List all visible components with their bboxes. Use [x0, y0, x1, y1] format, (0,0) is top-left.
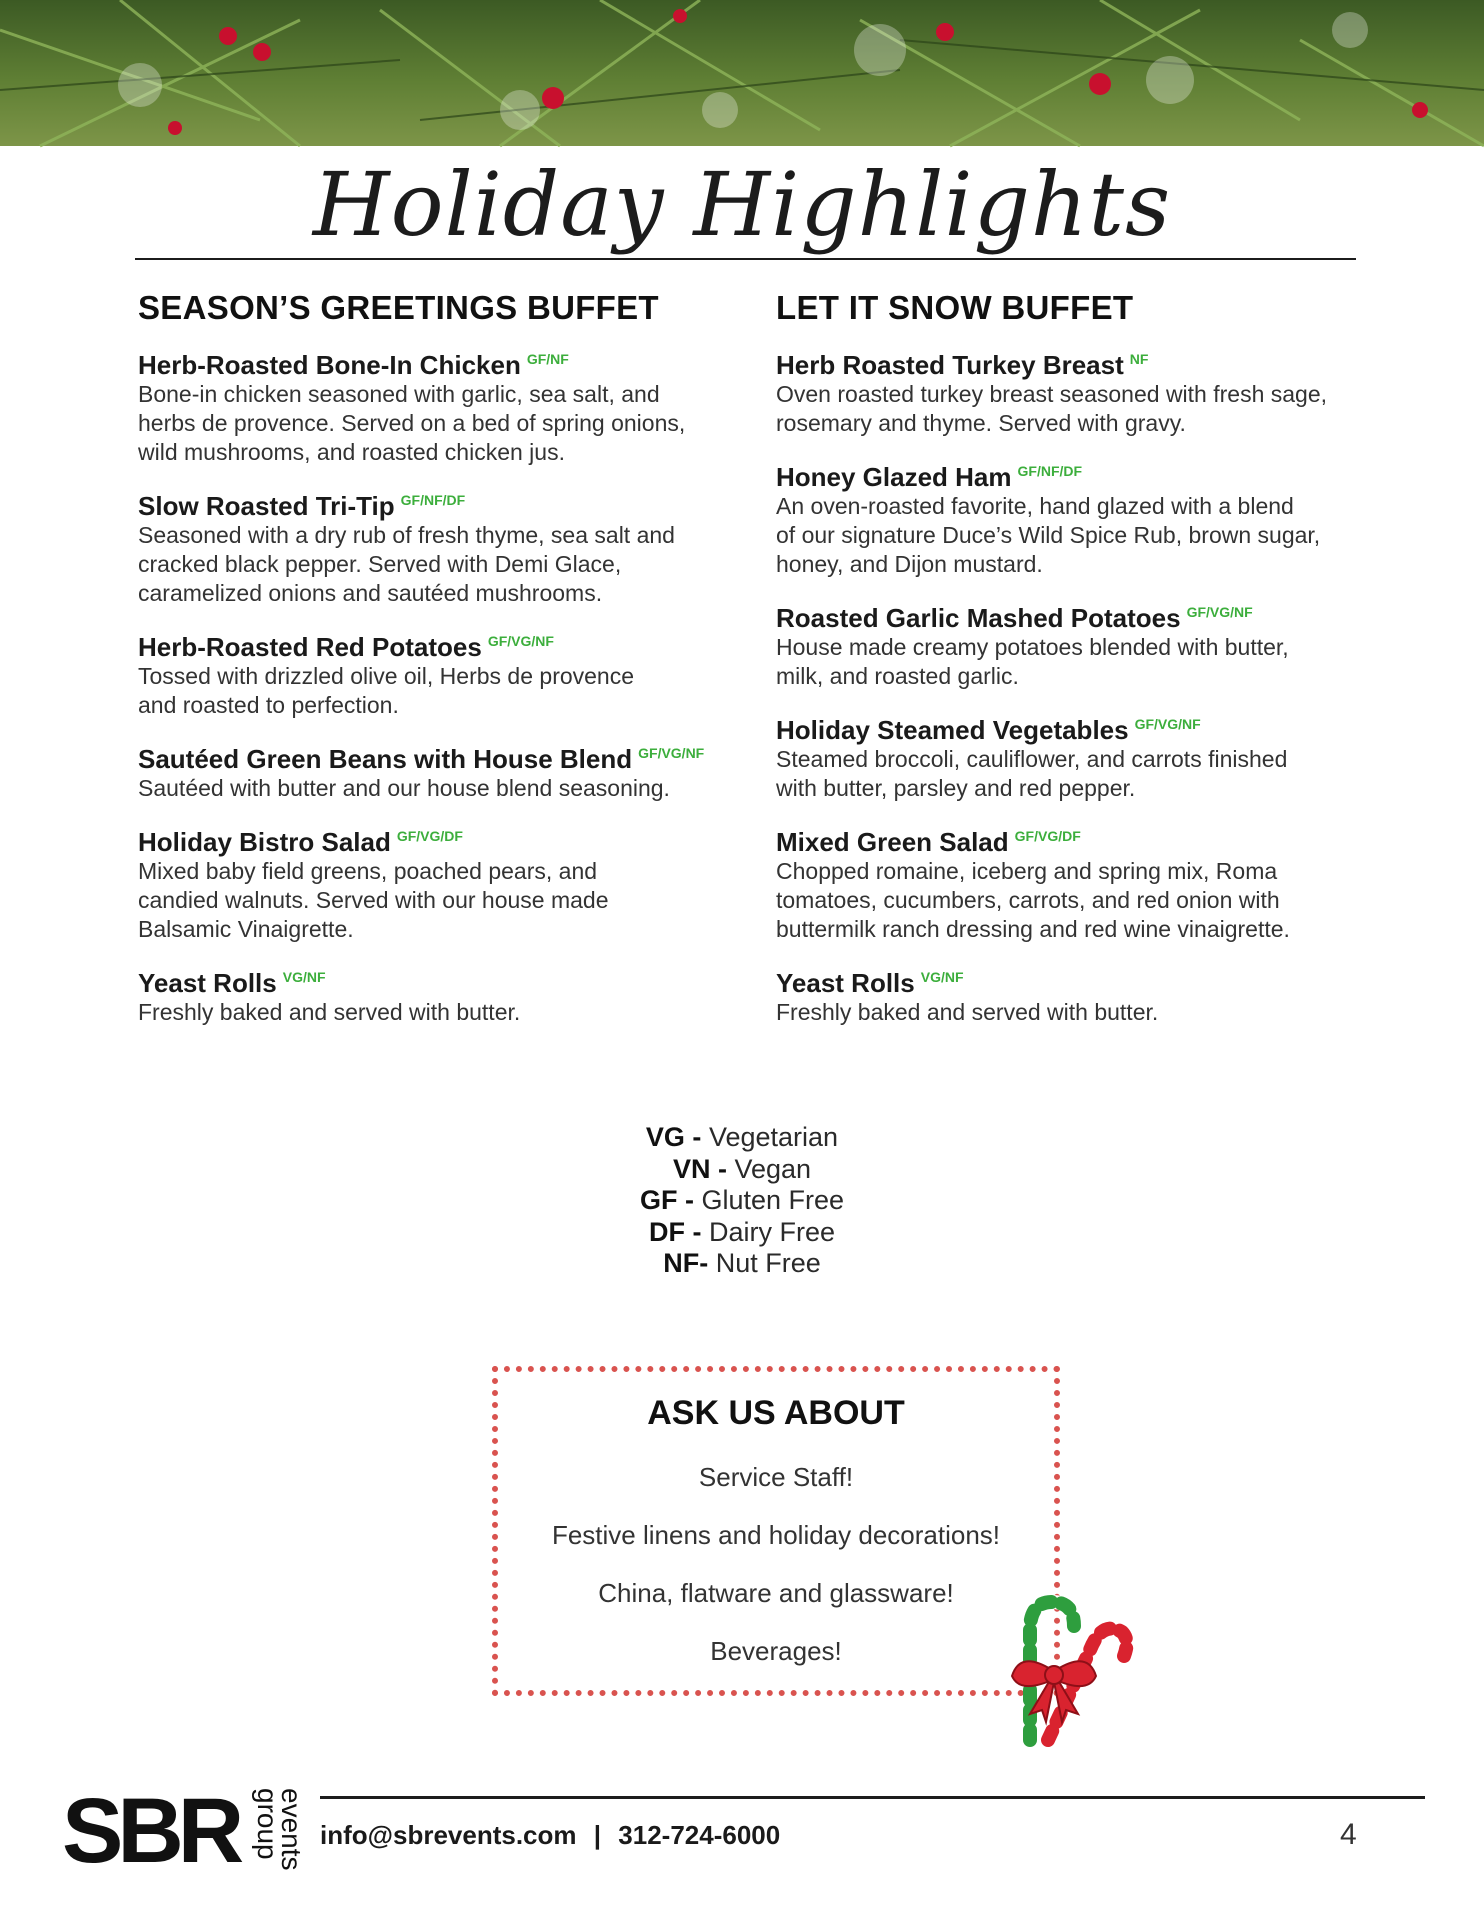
menu-item	[776, 968, 1376, 1027]
separator: |	[593, 1820, 602, 1850]
dietary-tag: GF/VG/NF	[638, 745, 705, 762]
item-description: rosemary and thyme. Served with gravy.	[776, 410, 1186, 436]
item-description: Seasoned with a dry rub of fresh thyme, sea salt and	[138, 522, 675, 548]
item-description: Tossed with drizzled olive oil, Herbs de provence	[138, 663, 635, 689]
dietary-tag: GF/VG/DF	[1014, 828, 1081, 845]
legend-row: DF - Dairy Free	[648, 1216, 836, 1247]
dietary-tag: NF	[1129, 351, 1149, 368]
item-description: Oven roasted turkey breast seasoned with fresh sage,	[776, 381, 1328, 407]
item-description: candied walnuts. Served with our house made	[138, 887, 609, 913]
dietary-tag: GF/VG/DF	[396, 828, 463, 845]
item-description: herbs de provence. Served on a bed of spring onions,	[138, 410, 686, 436]
item-name: Holiday Steamed Vegetables	[776, 715, 1129, 745]
ask-line: Festive linens and holiday decorations!	[551, 1520, 1001, 1550]
column-heading: SEASON’S GREETINGS BUFFET	[138, 289, 659, 326]
dietary-tag: GF/VG/NF	[487, 633, 554, 650]
pine-garland-banner	[0, 0, 1484, 146]
sbr-events-group-logo	[62, 1780, 307, 1885]
legend-row: GF - Gluten Free	[639, 1185, 845, 1215]
email-link[interactable]: info@sbrevents.com	[320, 1820, 577, 1850]
menu-item	[138, 350, 738, 467]
menu-item	[138, 827, 738, 944]
item-name: Yeast Rolls	[776, 968, 915, 998]
item-description: Bone-in chicken seasoned with garlic, sea salt, and	[138, 381, 660, 407]
item-description: honey, and Dijon mustard.	[776, 551, 1043, 577]
item-description: milk, and roasted garlic.	[776, 663, 1019, 689]
ask-line: Service Staff!	[698, 1462, 854, 1492]
contact-info	[320, 1820, 780, 1851]
item-name: Mixed Green Salad	[776, 827, 1009, 857]
menu-item	[776, 350, 1376, 438]
item-description: of our signature Duce’s Wild Spice Rub, brown sugar,	[776, 522, 1321, 548]
footer-divider	[320, 1796, 1425, 1799]
pine-garland-illustration	[0, 0, 1484, 146]
item-description: tomatoes, cucumbers, carrots, and red onion with	[776, 887, 1280, 913]
dietary-tag: VG/NF	[282, 969, 326, 986]
item-description: Chopped romaine, iceberg and spring mix, Roma	[776, 858, 1278, 884]
item-description: caramelized onions and sautéed mushrooms.	[138, 580, 603, 606]
menu-item	[138, 744, 738, 803]
page-number: 4	[1340, 1818, 1357, 1851]
item-name: Holiday Bistro Salad	[138, 827, 391, 857]
item-description: Sautéed with butter and our house blend seasoning.	[138, 775, 670, 801]
dietary-tag: GF/NF/DF	[400, 492, 466, 509]
menu-item	[138, 491, 738, 608]
item-description: cracked black pepper. Served with Demi Glace,	[138, 551, 622, 577]
menu-item	[138, 632, 738, 720]
item-description: Freshly baked and served with butter.	[776, 999, 1159, 1025]
item-name: Herb-Roasted Red Potatoes	[138, 632, 482, 662]
item-description: Balsamic Vinaigrette.	[138, 916, 354, 942]
item-name: Honey Glazed Ham	[776, 462, 1012, 492]
dietary-tag: GF/VG/NF	[1186, 604, 1253, 621]
item-description: with butter, parsley and red pepper.	[776, 775, 1136, 801]
dietary-tag: GF/VG/NF	[1134, 716, 1201, 733]
item-name: Herb-Roasted Bone-In Chicken	[138, 350, 521, 380]
menu-item	[776, 603, 1376, 691]
title-divider	[135, 258, 1356, 260]
item-name: Slow Roasted Tri-Tip	[138, 491, 395, 521]
legend-row: NF- Nut Free	[663, 1248, 821, 1278]
logo-text: SBR	[62, 1780, 239, 1882]
logo-mark	[62, 1780, 307, 1882]
legend-row: VG - Vegetarian	[645, 1122, 839, 1152]
item-name: Yeast Rolls	[138, 968, 277, 998]
ask-line: China, flatware and glassware!	[598, 1578, 954, 1608]
item-description: Mixed baby field greens, poached pears, and	[138, 858, 598, 884]
item-description: wild mushrooms, and roasted chicken jus.	[138, 439, 565, 465]
item-description: An oven-roasted favorite, hand glazed with a blend	[776, 493, 1294, 519]
item-description: Freshly baked and served with butter.	[138, 999, 521, 1025]
item-description: and roasted to perfection.	[138, 692, 399, 718]
menu-item	[138, 968, 738, 1027]
ask-us-about-box	[492, 1366, 1060, 1696]
column-heading: LET IT SNOW BUFFET	[776, 289, 1134, 326]
logo-subtext-group: group	[252, 1788, 283, 1860]
let-it-snow-buffet	[776, 288, 1376, 1051]
menu-item	[776, 827, 1376, 944]
dietary-tag: GF/NF	[526, 351, 569, 368]
candy-cane-icon	[990, 1590, 1130, 1750]
logo-subtext-events: events	[276, 1788, 307, 1871]
item-name: Roasted Garlic Mashed Potatoes	[776, 603, 1181, 633]
item-name: Herb Roasted Turkey Breast	[776, 350, 1124, 380]
dietary-tag: VG/NF	[920, 969, 964, 986]
item-description: House made creamy potatoes blended with butter,	[776, 634, 1289, 660]
phone-number[interactable]: 312-724-6000	[618, 1820, 781, 1850]
menu-item	[776, 715, 1376, 803]
menu-item	[776, 462, 1376, 579]
ask-line: Beverages!	[710, 1636, 842, 1666]
dietary-legend	[0, 1122, 1484, 1280]
item-description: Steamed broccoli, cauliflower, and carrots finished	[776, 746, 1288, 772]
legend-row: VN - Vegan	[672, 1153, 812, 1184]
item-name: Sautéed Green Beans with House Blend	[138, 744, 633, 774]
page-title: Holiday Highlights	[312, 153, 1172, 256]
dietary-tag: GF/NF/DF	[1017, 463, 1083, 480]
ask-heading: ASK US ABOUT	[647, 1394, 905, 1432]
seasons-greetings-buffet	[138, 288, 738, 1051]
item-description: buttermilk ranch dressing and red wine vinaigrette.	[776, 916, 1290, 942]
